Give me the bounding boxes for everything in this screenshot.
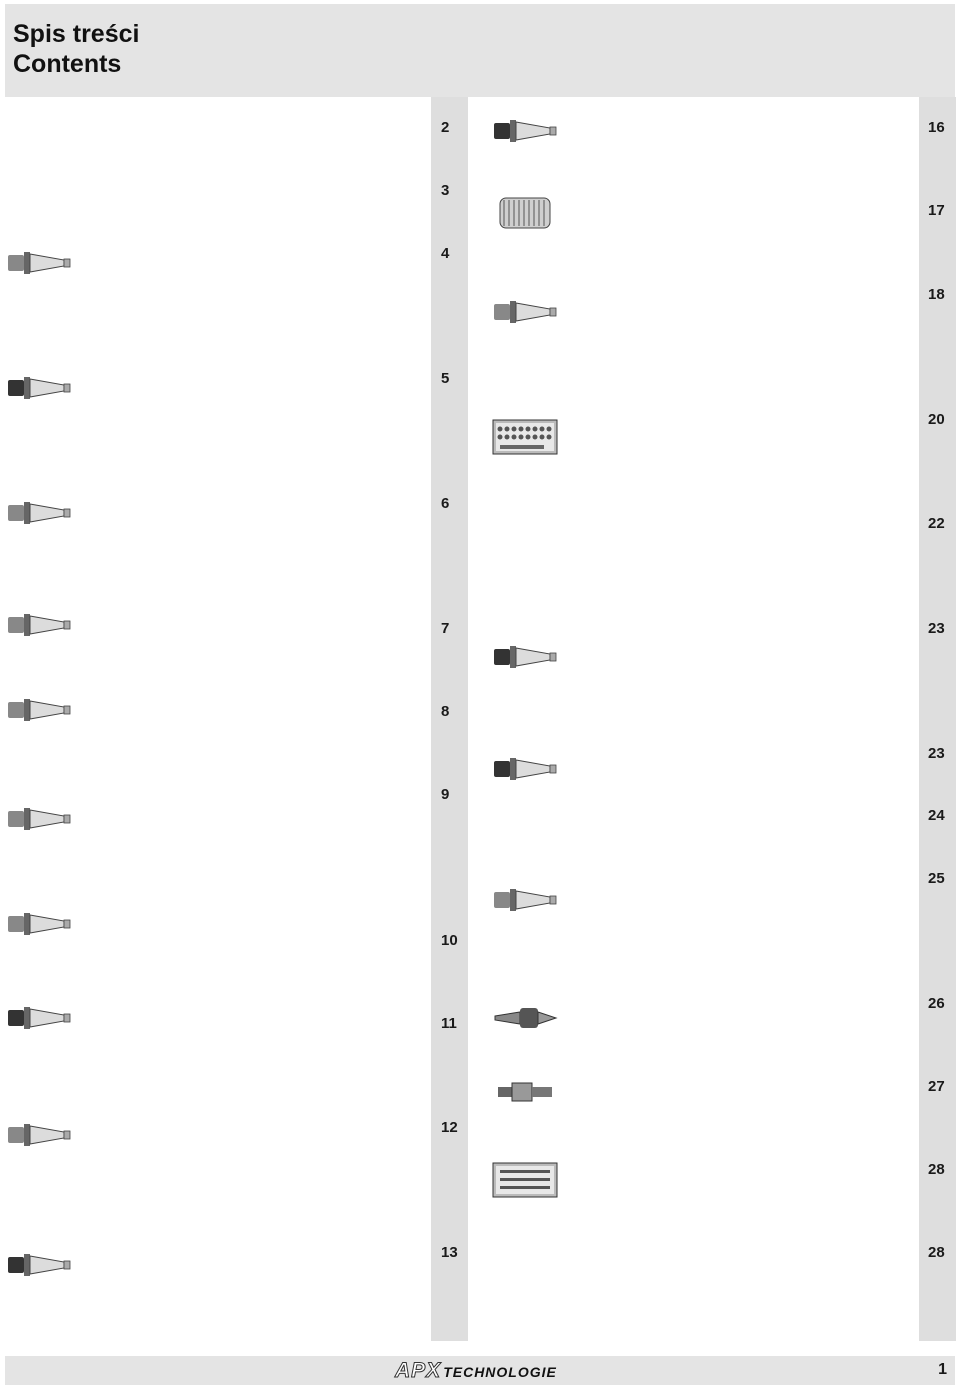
collet-chuck-icon <box>490 292 560 337</box>
drill-chuck-icon <box>4 998 74 1043</box>
toc-page-number: 7 <box>441 620 450 637</box>
toc-page-number: 16 <box>928 119 945 136</box>
toc-page-number: 28 <box>928 1244 945 1261</box>
toc-page-number: 25 <box>928 870 945 887</box>
collet-icon <box>490 193 560 238</box>
toc-page-number: 5 <box>441 370 450 387</box>
toc-page-number: 2 <box>441 119 450 136</box>
page-header <box>5 4 955 97</box>
arbor-icon <box>490 880 560 925</box>
title-polish: Spis treści <box>13 20 140 48</box>
drawbar-adapter-icon <box>4 493 74 538</box>
combination-shell-mill-icon <box>4 799 74 844</box>
collet-set-case-icon <box>490 417 560 462</box>
toc-page-number: 8 <box>441 703 450 720</box>
morse-adapter-icon <box>4 243 74 288</box>
toc-page-number: 18 <box>928 286 945 303</box>
blank-adapter-icon <box>490 111 560 156</box>
toc-page-number: 4 <box>441 245 450 262</box>
toc-page-number: 3 <box>441 182 450 199</box>
toc-page-number: 11 <box>441 1015 457 1032</box>
indexable-adapter-icon <box>4 904 74 949</box>
milling-setter-icon <box>490 1160 560 1205</box>
apx-technologie-logo: APX TECHNOLOGIE <box>395 1359 557 1382</box>
toc-page-number: 20 <box>928 411 945 428</box>
toc-page-number: 28 <box>928 1161 945 1178</box>
drill-chuck-adapter-icon <box>4 1115 74 1160</box>
pull-stud-icon <box>490 1072 560 1117</box>
reducing-adapter-icon <box>4 605 74 650</box>
toc-page-number: 23 <box>928 745 945 762</box>
toc-page-number: 26 <box>928 995 945 1012</box>
toc-page-number: 10 <box>441 932 458 949</box>
page-number-band-left <box>431 97 468 1341</box>
toc-page-number: 17 <box>928 202 945 219</box>
shell-mill-icon <box>4 690 74 735</box>
toc-page-number: 22 <box>928 515 945 532</box>
straight-collet-chuck-icon <box>490 637 560 682</box>
weldon-adapter-icon <box>4 1245 74 1290</box>
live-center-icon <box>490 998 560 1043</box>
page-footer <box>5 1356 955 1385</box>
title-english: Contents <box>13 50 122 78</box>
collet-chuck-nut-icon <box>490 749 560 794</box>
toc-page-number: 9 <box>441 786 450 803</box>
toc-page-number: 27 <box>928 1078 945 1095</box>
page-number: 1 <box>938 1361 947 1378</box>
toc-page-number: 23 <box>928 620 945 637</box>
toc-page-number: 6 <box>441 495 450 512</box>
toc-page-number: 24 <box>928 807 945 824</box>
toc-page-number: 13 <box>441 1244 458 1261</box>
toc-page-number: 12 <box>441 1119 458 1136</box>
tang-adapter-icon <box>4 368 74 413</box>
